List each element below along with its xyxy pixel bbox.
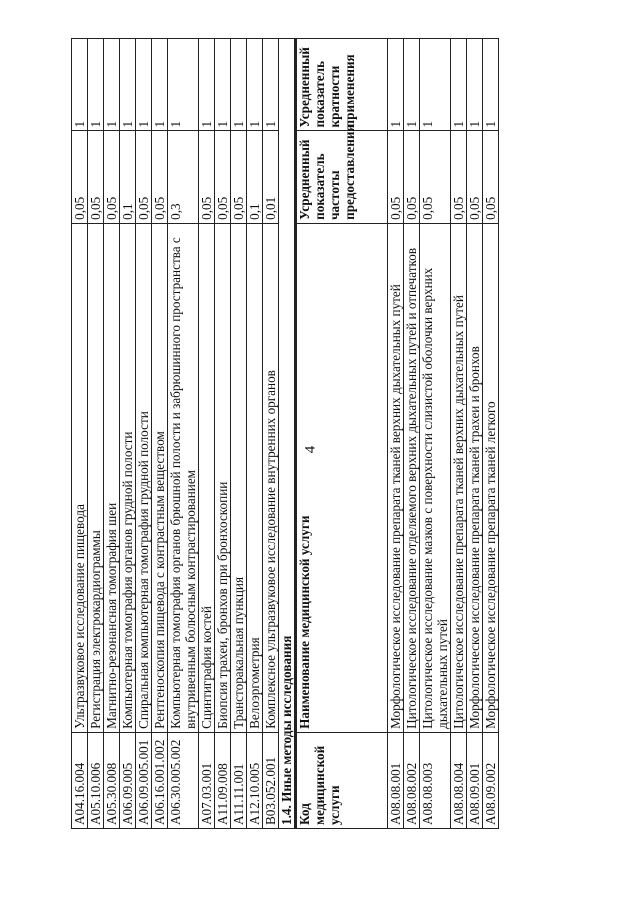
header-freq: Усредненный показатель частоты предоставления: [296, 131, 388, 223]
service-code: A12.10.005: [247, 732, 263, 828]
table-row: [263, 39, 279, 829]
table-row: [404, 39, 420, 829]
frequency-value: 0,05: [420, 131, 451, 223]
service-name: Морфологическое исследование препарата тканей трахеи и бронхов: [467, 223, 483, 732]
section-title: 1.4. Иные методы исследования: [279, 39, 296, 829]
frequency-value: 0,05: [152, 131, 168, 223]
service-code: A06.16.001.002: [152, 732, 168, 828]
service-name: Регистрация электрокардиограммы: [88, 223, 104, 732]
service-name: Велоэргометрия: [247, 223, 263, 732]
page-number: 4: [302, 445, 319, 454]
frequency-value: 0,05: [451, 131, 467, 223]
service-name: Цитологическое исследование мазков с поверхности слизистой оболочки верхних дыхательных путей: [420, 223, 451, 732]
service-code: A08.08.001: [388, 732, 404, 828]
service-name: Трансторакальная пункция: [231, 223, 247, 732]
multiplicity-value: 1: [199, 39, 215, 131]
table-row: [420, 39, 451, 829]
multiplicity-value: 1: [231, 39, 247, 131]
frequency-value: 0,05: [483, 131, 499, 223]
service-code: A08.08.002: [404, 732, 420, 828]
service-code: A06.09.005.001: [136, 732, 152, 828]
frequency-value: 0,05: [388, 131, 404, 223]
service-code: A06.30.005.002: [168, 732, 199, 828]
frequency-value: 0,05: [467, 131, 483, 223]
table-row: [88, 39, 104, 829]
multiplicity-value: 1: [404, 39, 420, 131]
service-name: Цитологическое исследование отделяемого верхних дыхательных путей и отпечатков: [404, 223, 420, 732]
service-code: A06.09.005: [120, 732, 136, 828]
service-name: Рентгеноскопия пищевода с контрастным веществом: [152, 223, 168, 732]
header-name: Наименование медицинской услуги: [296, 223, 388, 732]
frequency-value: 0,05: [199, 131, 215, 223]
multiplicity-value: 1: [247, 39, 263, 131]
frequency-value: 0,1: [120, 131, 136, 223]
multiplicity-value: 1: [152, 39, 168, 131]
frequency-value: 0,05: [72, 131, 88, 223]
table-row: [483, 39, 499, 829]
table-row: [104, 39, 120, 829]
service-code: A08.08.004: [451, 732, 467, 828]
frequency-value: 0,05: [136, 131, 152, 223]
header-mult: Усредненный показатель кратности применения: [296, 39, 388, 131]
table-row: [231, 39, 247, 829]
service-code: B03.052.001: [263, 732, 279, 828]
multiplicity-value: 1: [72, 39, 88, 131]
header-code: Код медицинской услуги: [296, 732, 388, 828]
service-code: A05.10.006: [88, 732, 104, 828]
frequency-value: 0,01: [263, 131, 279, 223]
service-name: Ультразвуковое исследование пищевода: [72, 223, 88, 732]
table-row: [168, 39, 199, 829]
service-name: Биопсия трахеи, бронхов при бронхоскопии: [215, 223, 231, 732]
service-code: A04.16.004: [72, 732, 88, 828]
table-row: [247, 39, 263, 829]
multiplicity-value: 1: [451, 39, 467, 131]
table-row: [136, 39, 152, 829]
frequency-value: 0,05: [104, 131, 120, 223]
frequency-value: 0,1: [247, 131, 263, 223]
header-row: [296, 39, 388, 829]
frequency-value: 0,05: [215, 131, 231, 223]
service-code: A11.09.008: [215, 732, 231, 828]
service-name: Компьютерная томография органов брюшной полости и забрюшинного пространства с внутривенным болюсным контрастированием: [168, 223, 199, 732]
frequency-value: 0,05: [404, 131, 420, 223]
multiplicity-value: 1: [467, 39, 483, 131]
service-name: Компьютерная томография органов грудной полости: [120, 223, 136, 732]
frequency-value: 0,05: [231, 131, 247, 223]
services-table: [71, 38, 499, 829]
table-row: [120, 39, 136, 829]
table-row: [215, 39, 231, 829]
table-row: [199, 39, 215, 829]
service-code: A08.09.002: [483, 732, 499, 828]
table-row: [152, 39, 168, 829]
table-row: [72, 39, 88, 829]
table-row: [467, 39, 483, 829]
multiplicity-value: 1: [104, 39, 120, 131]
service-name: Цитологическое исследование препарата тканей верхних дыхательных путей: [451, 223, 467, 732]
service-code: A05.30.008: [104, 732, 120, 828]
service-code: A08.09.001: [467, 732, 483, 828]
multiplicity-value: 1: [88, 39, 104, 131]
service-name: Магнитно-резонансная томография шеи: [104, 223, 120, 732]
service-name: Комплексное ультразвуковое исследование внутренних органов: [263, 223, 279, 732]
service-code: A08.08.003: [420, 732, 451, 828]
section-block: [279, 39, 388, 829]
multiplicity-value: 1: [263, 39, 279, 131]
service-name: Морфологическое исследование препарата тканей верхних дыхательных путей: [388, 223, 404, 732]
rotated-page-content: [71, 38, 547, 829]
table-row: [451, 39, 467, 829]
service-name: Спиральная компьютерная томография грудной полости: [136, 223, 152, 732]
table-row: [388, 39, 404, 829]
multiplicity-value: 1: [120, 39, 136, 131]
services-table-bottom: [388, 39, 499, 829]
service-name: Морфологическое исследование препарата тканей легкого: [483, 223, 499, 732]
multiplicity-value: 1: [215, 39, 231, 131]
multiplicity-value: 1: [483, 39, 499, 131]
multiplicity-value: 1: [388, 39, 404, 131]
section-row: [279, 39, 296, 829]
services-table-top: [72, 39, 279, 829]
multiplicity-value: 1: [420, 39, 451, 131]
multiplicity-value: 1: [168, 39, 199, 131]
service-code: A07.03.001: [199, 732, 215, 828]
multiplicity-value: 1: [136, 39, 152, 131]
service-name: Сцинтиграфия костей: [199, 223, 215, 732]
service-code: A11.11.001: [231, 732, 247, 828]
frequency-value: 0,05: [88, 131, 104, 223]
frequency-value: 0,3: [168, 131, 199, 223]
